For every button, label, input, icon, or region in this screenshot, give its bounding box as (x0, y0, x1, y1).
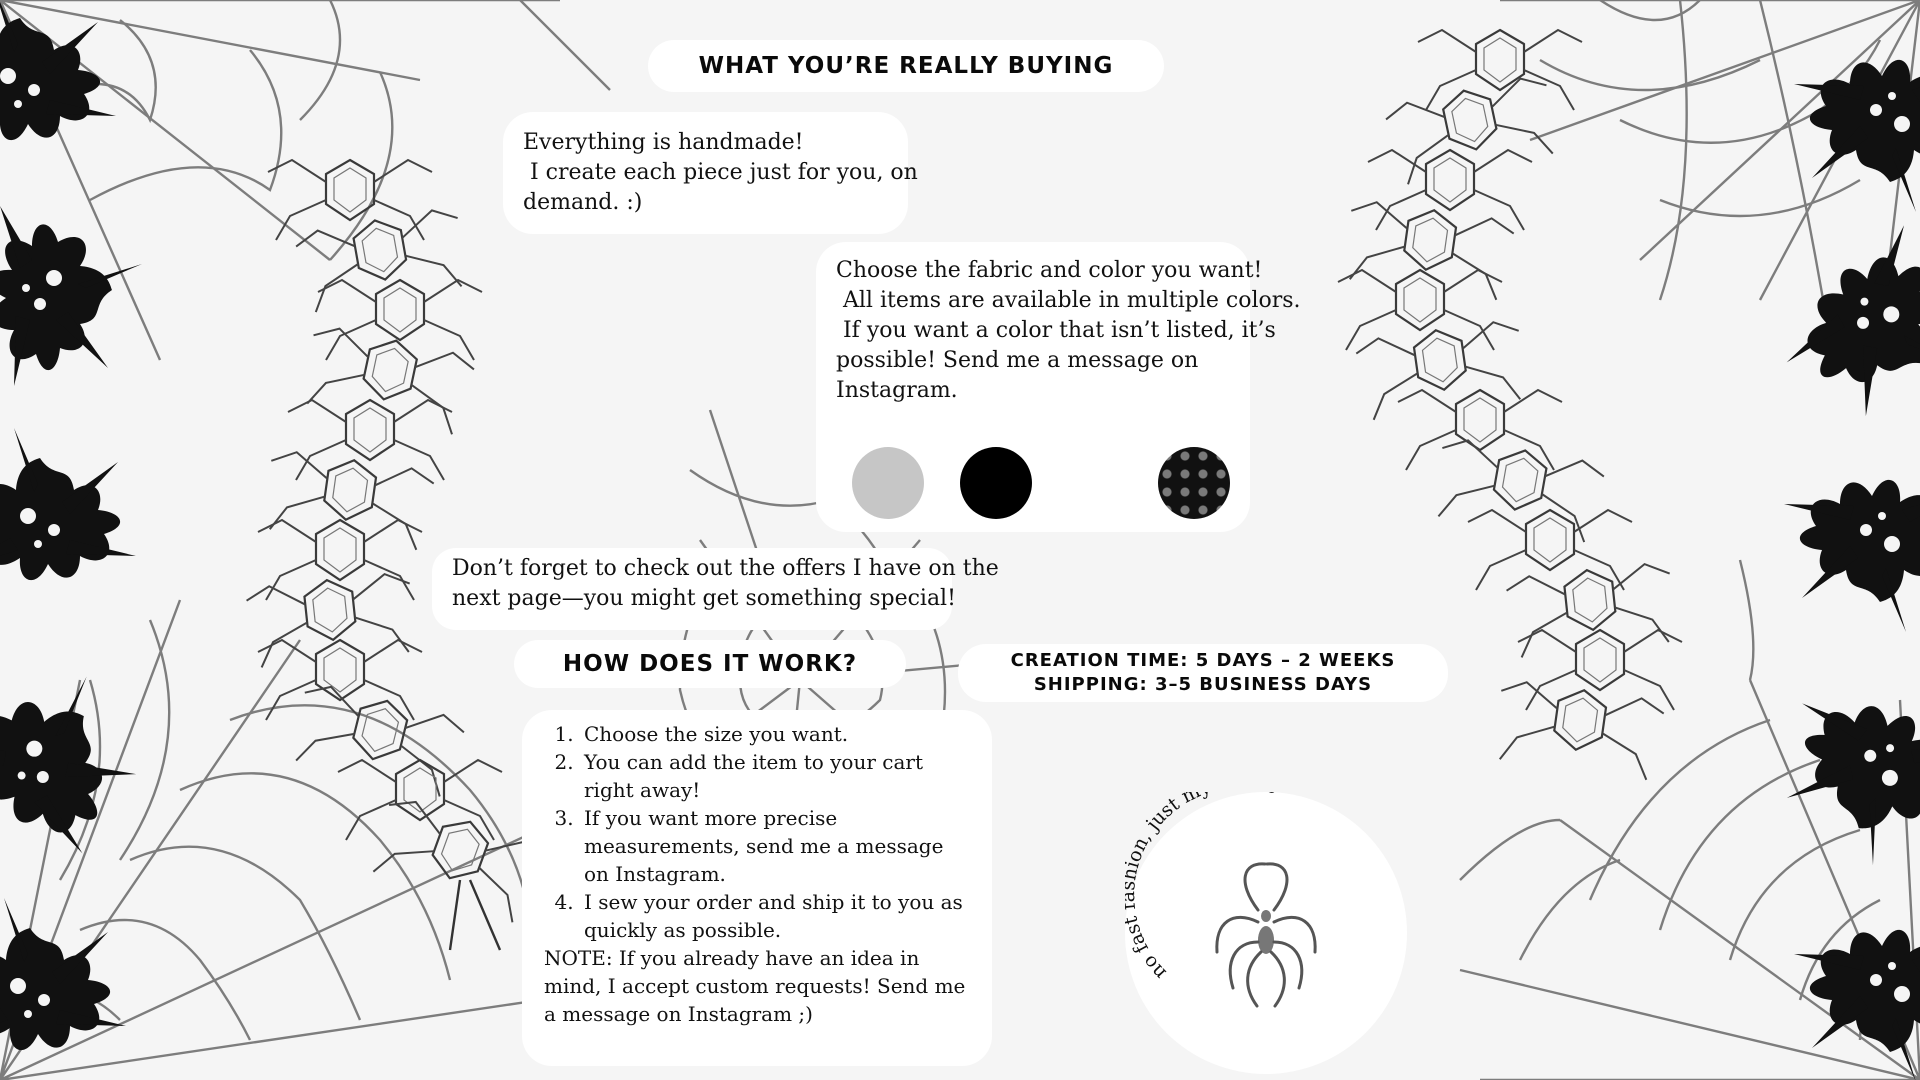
color-swatches (852, 447, 1188, 519)
intro-text (523, 128, 918, 218)
fabric-line: Instagram. (836, 378, 958, 403)
black-polka-dot-swatch[interactable] (1158, 447, 1230, 519)
fabric-line: possible! Send me a message on (836, 348, 1199, 373)
step-item: 1. Choose the size you want. (580, 720, 970, 748)
black-swatch[interactable] (960, 447, 1032, 519)
stamp-motto: no fa on, just m (1125, 792, 1204, 984)
fabric-color-card (816, 242, 1301, 532)
creation-time: CREATION TIME: 5 DAYS – 2 WEEKS (1010, 650, 1396, 671)
stamp-graphic (1125, 792, 1407, 1074)
custom-request-note: NOTE: If you already have an idea in mind, I accept custom requests! Send me a message on Instagram ;) (544, 946, 966, 1026)
light-gray-swatch[interactable] (852, 447, 924, 519)
how-it-works-card (522, 710, 992, 1066)
page-title (648, 40, 1164, 92)
intro-line: Everything is handmade! (523, 130, 804, 155)
fabric-line: Choose the fabric and color you want! (836, 258, 1263, 283)
how-it-works-heading (514, 640, 906, 688)
step-item: 3. If you want more precise measurements, send me a message on Instagram. (580, 804, 970, 888)
fabric-line: All items are available in multiple colors. (836, 288, 1301, 313)
fabric-text (836, 256, 1301, 406)
offers-line: Don’t forget to check out the offers I have on the (452, 556, 999, 581)
step-item: 2. You can add the item to your cart right away! (580, 748, 970, 804)
timing-info (958, 644, 1448, 702)
offers-reminder-card (432, 548, 999, 630)
offers-text (452, 554, 999, 614)
page-title-text: WHAT YOU’RE REALLY BUYING (698, 53, 1114, 79)
intro-line: demand. :) (523, 190, 643, 215)
shipping-time: SHIPPING: 3–5 BUSINESS DAYS (1033, 674, 1373, 695)
step-item: 4. I sew your order and ship it to you as quickly as possible. (580, 888, 970, 944)
offers-line: next page—you might get something special! (452, 586, 956, 611)
handmade-intro-card (503, 112, 918, 234)
white-swatch[interactable] (1038, 447, 1110, 519)
intro-line: I create each piece just for you, on (523, 160, 918, 185)
brand-stamp (1125, 792, 1407, 1074)
steps-list (544, 720, 970, 944)
how-it-works-title: HOW DOES IT WORK? (562, 651, 858, 677)
fabric-line: If you want a color that isn’t listed, it’s (836, 318, 1276, 343)
spider-icon (1217, 864, 1315, 1006)
